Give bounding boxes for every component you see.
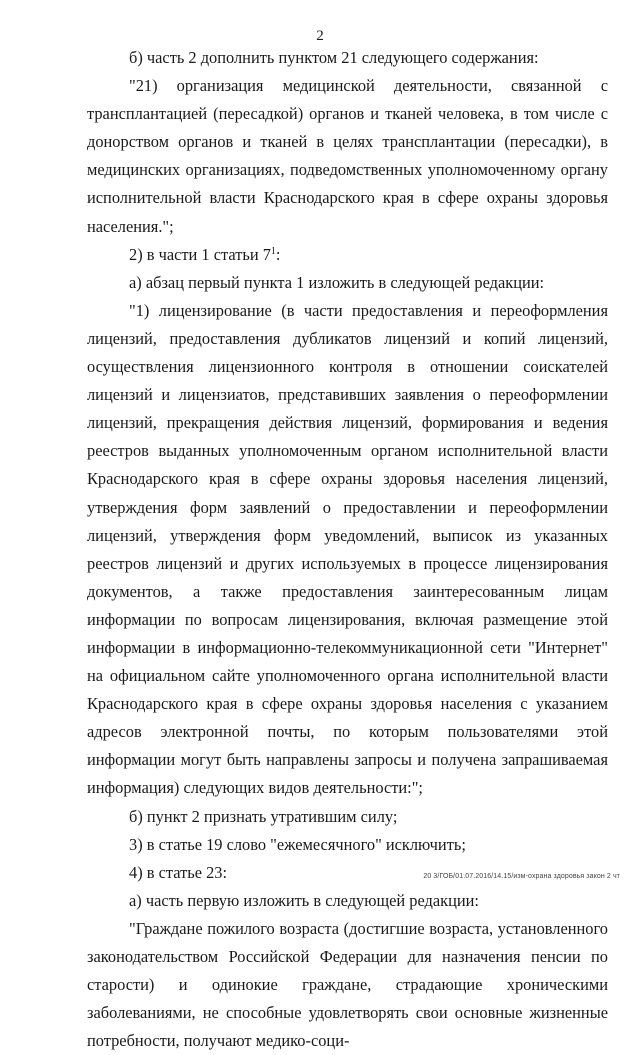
paragraph: б) часть 2 дополнить пунктом 21 следующего содержания: (129, 48, 539, 67)
paragraph: а) часть первую изложить в следующей редакции: (129, 890, 479, 910)
paragraph: 3) в статье 19 слово "ежемесячного" исключить; (129, 834, 466, 854)
superscript: 1 (270, 245, 276, 257)
document-body (87, 44, 608, 1055)
paragraph: "21) организация медицинской деятельности, связанной с трансплантацией (пересадкой) органов и тканей человека, в том числе с донорством органов и тканей в целях трансплантации (пересадки), в медицинских организациях, подведомственных уполномоченному органу исполнительной власти Краснодарского края в сфере охраны здоровья населения."; (87, 76, 608, 236)
paragraph: б) пункт 2 признать утратившим силу; (129, 806, 398, 826)
footer-file-path: 20 3/ГОБ/01.07.2016/14.15/изм-охрана здоровья закон 2 чт (423, 873, 620, 880)
paragraph-item-2 (87, 241, 608, 269)
paragraph: "Граждане пожилого возраста (достигшие возраста, установленного законодательством Российской Федерации для назначения пенсии по старости) и одинокие граждане, страдающие хроническими заболеваниями, не способные удовлетворять свои основные жизненные потребности, получают медико-соци- (87, 918, 608, 1051)
paragraph: "1) лицензирование (в части предоставления и переоформления лицензий, предоставления дубликатов лицензий и копий лицензий, осуществления лицензионного контроля в отношении соискателей лицензий и лицензиатов, представивших заявления о переоформлении лицензий, прекращения действия лицензий, формирования и ведения реестров выданных уполномоченным органом исполнительной власти Краснодарского края в сфере охраны здоровья населения лицензий, утверждения форм заявлений о предоставлении и переоформлении лицензий, утверждения форм уведомлений, выписок из указанных реестров лицензий и других используемых в процессе лицензирования документов, а также предоставления заинтересованным лицам информации по вопросам лицензирования, включая размещение этой информации в информационно-телекоммуникационной сети "Интернет" на официальном сайте уполномоченного органа исполнительной власти Краснодарского края в сфере охраны здоровья населения с указанием адресов электронной почты, по которым пользователями этой информации могут быть направлены запросы и получена запрашиваемая информация) следующих видов деятельности:"; (87, 300, 608, 798)
paragraph: а) абзац первый пункта 1 изложить в следующей редакции: (129, 272, 545, 292)
page-number: 2 (316, 28, 324, 44)
item-2-text: 2) в части 1 статьи 7 (129, 244, 271, 264)
item-2-suffix: : (275, 244, 281, 264)
paragraph: 4) в статье 23: (129, 862, 228, 882)
